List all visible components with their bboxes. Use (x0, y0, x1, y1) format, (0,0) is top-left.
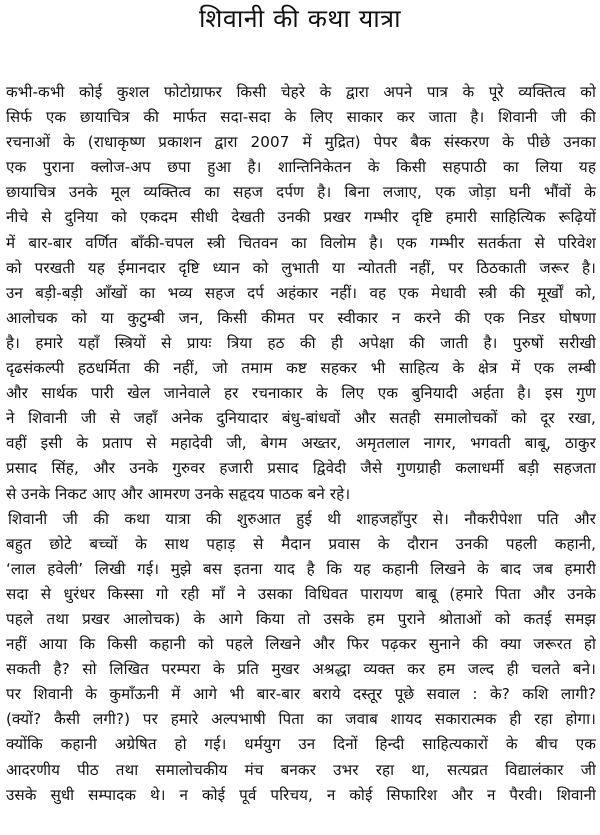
text-line: ने शिवानी जी से जहाँ अनेक दुनियादार बंधु-बांधवों और सतही समालोचकों को दूर रखा, (6, 409, 596, 428)
text-line: में बार-बार वर्णित बाँकी-चपल स्त्री चितवन का विलोम है। एक गम्भीर सतर्कता से परिवेश (6, 233, 596, 252)
text-line: रचनाओं के (राधाकृष्ण प्रकाशन द्वारा 2007 में मुद्रित) पेपर बैक संस्करण के पीछे उनका (6, 133, 596, 152)
text-line: वहीं इसी के प्रताप से महादेवी जी, बेगम अख्तर, अमृतलाल नागर, भगवती बाबू, ठाकुर (6, 434, 596, 453)
text-line: (क्यों? कैसी लगी?) पर हमारे अल्पभाषी पिता का जवाब शायद सकारात्मक ही रहा होगा। (6, 710, 596, 729)
body-text (6, 80, 596, 808)
paragraph-end-line: से उनके निकट आए और आमरण उनके सहृदय पाठक बने रहे। (6, 484, 351, 503)
text-line: नहीं आया कि किसी कहानी को पहले लिखने और फिर पढ़कर सुनाने की क्या जरूरत हो (6, 635, 596, 654)
text-line: है। हमारे यहाँ स्त्रियों से प्रायः त्रिया हठ की ही अपेक्षा की जाती है। पुरुषों सरीखी (6, 333, 596, 352)
text-line: क्योंकि कहानी अग्रेषित हो गई। धर्मयुग उन दिनों हिन्दी साहित्यकारों के बीच एक (6, 735, 596, 754)
text-line: उन बड़ी-बड़ी आँखों का भव्य सहज दर्प अहंकार नहीं। वह एक मेधावी स्त्री की मूर्खों को, (6, 283, 596, 302)
text-line: एक पुराना क्लोज-अप छपा हुआ है। शान्तिनिकेतन के किसी सहपाठी का लिया यह (6, 158, 596, 177)
text-line: बहुत छोटे बच्चों के साथ पहाड़ से मैदान प्रवास के दौरान उनकी पहली कहानी, (6, 534, 596, 553)
text-line: पहले तथा प्रखर आलोचक) के आगे किया तो उसके हम पुराने श्रोताओं को कतई समझ (6, 609, 596, 628)
text-line: आलोचक को या कुटुम्बी जन, किसी कीमत पर स्वीकार न करने की एक निडर घोषणा (6, 308, 596, 327)
text-line: कभी-कभी कोई कुशल फोटोग्राफर किसी चेहरे के द्वारा अपने पात्र के पूरे व्यक्तित्व को (6, 83, 596, 101)
text-line: प्रसाद सिंह, और उनके गुरुवर हजारी प्रसाद द्विवेदी जैसे गुणग्राही कलाधर्मी बड़ी सहजता (6, 459, 596, 478)
text-line: आदरणीय पीठ तथा समालोचकीय मंच बनकर उभर रहा था, सत्यव्रत विद्यालंकार जी (6, 760, 596, 779)
text-line: दृढसंकल्पी हठधर्मिता की नहीं, जो तमाम कष्ट सहकर भी साहित्य के क्षेत्र में एक लम्बी (6, 359, 596, 378)
paragraph-start-line: शिवानी जी की कथा यात्रा की शुरुआत हुई थी शाहजहाँपुर से। नौकरीपेशा पति और (8, 509, 596, 528)
text-line: ‘लाल हवेली’ लिखी गई। मुझे बस इतना याद है कि यह कहानी लिखने के बाद जब हमारी (6, 559, 596, 578)
text-line: नीचे से दुनिया को एकदम सीधी देखती उनकी प्रखर गम्भीर दृष्टि हमारी साहित्यिक रूढ़ियों (6, 208, 596, 227)
text-line: सदा से धुरंधर किस्सा गो रही माँ ने उसका विधिवत पारायण बाबू (हमारे पिता और उनके (6, 584, 596, 603)
text-line: छायाचित्र उनके मूल व्यक्तित्व का सहज दर्पण है। बिना लजाए, एक जोड़ा घनी भौंवों के (6, 183, 596, 202)
text-line: सकती है? सो लिखित परम्परा के प्रति मुखर अश्रद्धा व्यक्त कर हम जल्द ही चलते बने। (6, 660, 596, 679)
text-line: पर शिवानी के कुमाँऊनी में आगे भी बार-बार बराये दस्तूर पूछे सवाल : के? कशि लागी? (6, 685, 596, 704)
document-title: शिवानी की कथा यात्रा (198, 4, 402, 33)
text-line: को परखती यह ईमानदार दृष्टि ध्यान को लुभाती या न्योतती नहीं, पर ठिठकाती जरूर है। (6, 258, 596, 277)
text-line: सिर्फ एक छायाचित्र की मार्फत सदा-सदा के लिए साकार कर जाता है। शिवानी जी की (6, 108, 596, 127)
text-line: उसके सुधी सम्पादक थे। न कोई पूर्व परिचय, न कोई सिफारिश और न पैरवी। शिवानी (6, 785, 596, 804)
text-line: और सार्थक पारी खेल जानेवाले हर रचनाकार के लिए एक बुनियादी अर्हता है। इस गुण (6, 384, 596, 403)
